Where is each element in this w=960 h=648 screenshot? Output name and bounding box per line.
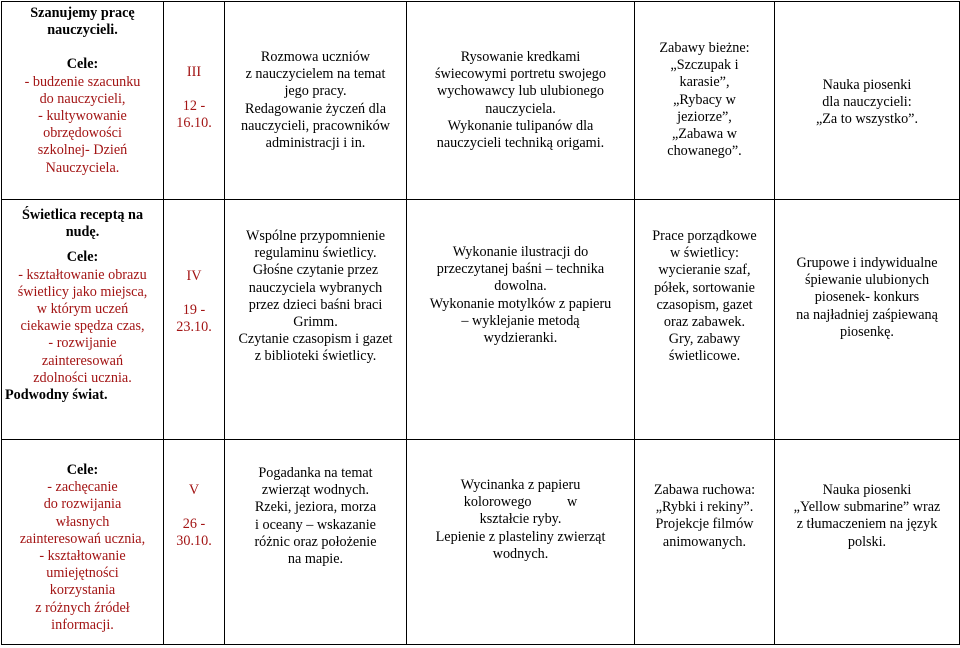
activity-line: w świetlicy:	[670, 245, 739, 262]
activity-line: „Rybacy w	[673, 91, 736, 108]
activity-line: wychowawcy lub ulubionego	[436, 83, 605, 100]
activity-line: na najładniej zaśpiewaną	[796, 306, 938, 323]
art-activities-cell	[407, 2, 635, 200]
goal-line: zainteresowań ucznia,	[19, 530, 146, 547]
activity-line: polski.	[847, 533, 887, 550]
activity-line: Pogadanka na temat	[258, 465, 373, 481]
goal-line: - zachęcanie	[47, 479, 118, 496]
activity-line: półek, sortowanie	[654, 279, 755, 296]
goal-line: do nauczycieli,	[39, 90, 126, 107]
week-dates: 12 -	[182, 98, 206, 115]
week-cell	[164, 440, 225, 645]
week-number: III	[186, 64, 202, 80]
table-row-week-5	[2, 440, 960, 645]
activity-line: Rzeki, jeziora, morza	[254, 499, 377, 516]
activity-line: z biblioteki świetlicy.	[254, 348, 377, 365]
week-cell	[164, 200, 225, 440]
activity-line: nauczycieli, pracowników	[241, 117, 390, 134]
activity-line: Rozmowa uczniów	[260, 49, 371, 65]
next-topic-title: Podwodny świat.	[5, 387, 108, 404]
topic-title-line: Szanujemy pracę	[30, 5, 135, 21]
activity-line: jego pracy.	[284, 83, 347, 100]
topic-cell	[2, 440, 164, 645]
activity-line: chowanego”.	[667, 143, 742, 160]
music-activities-cell	[775, 200, 960, 440]
activity-line: Czytanie czasopism i gazet	[238, 331, 393, 348]
activity-line: dla nauczycieli:	[822, 94, 912, 111]
activity-line: nauczyciela wybranych	[248, 279, 383, 296]
week-number: IV	[186, 268, 202, 284]
activity-line: Grimm.	[293, 314, 338, 331]
talk-activities-cell	[225, 200, 407, 440]
activity-line: różnic oraz położenie	[254, 533, 377, 550]
activity-line: piosenkę.	[840, 323, 894, 340]
activity-line: nauczycieli techniką origami.	[436, 135, 605, 152]
goal-line: informacji.	[51, 616, 114, 633]
talk-activities-cell	[225, 440, 407, 645]
activity-line: Rysowanie kredkami	[460, 49, 581, 65]
activity-line: animowanych.	[662, 533, 747, 550]
activity-line: z tłumaczeniem na język	[796, 516, 938, 533]
goal-line: w którym uczeń	[36, 301, 129, 318]
activity-line: kształcie ryby.	[479, 511, 562, 528]
activity-line: dowolna.	[494, 278, 547, 295]
goal-line: do rozwijania	[43, 496, 122, 513]
activity-line: Nauka piosenki	[822, 77, 912, 93]
week-cell	[164, 2, 225, 200]
activity-line: świecowymi portretu swojego	[434, 66, 606, 83]
goals-label: Cele:	[66, 249, 99, 266]
games-activities-cell	[635, 200, 775, 440]
talk-activities-cell	[225, 2, 407, 200]
activity-line: Grupowe i indywidualne	[796, 255, 938, 271]
activity-line: wodnych.	[492, 545, 549, 562]
activity-line: piosenek- konkurs	[814, 289, 920, 306]
activity-line: Głośne czytanie przez	[252, 262, 379, 279]
activity-line: „Rybki i rekiny”.	[655, 499, 754, 516]
activity-line: na mapie.	[287, 551, 344, 568]
goal-line: - kształtowanie	[39, 548, 126, 565]
goal-line: zainteresowań	[41, 352, 124, 369]
activity-line: Wspólne przypomnienie	[245, 228, 386, 244]
goal-line: zdolności ucznia.	[33, 369, 132, 386]
goal-line: umiejętności	[46, 565, 119, 582]
activity-line: zwierząt wodnych.	[261, 482, 370, 499]
topic-title-line: nauczycieli.	[47, 22, 118, 39]
goal-line: z różnych źródeł	[35, 599, 130, 616]
week-dates: 30.10.	[176, 533, 212, 550]
goal-line: szkolnej- Dzień	[37, 142, 128, 159]
topic-cell	[2, 200, 164, 440]
activity-line: „Za to wszystko”.	[815, 111, 919, 128]
table-row-week-3	[2, 2, 960, 200]
goal-line: - rozwijanie	[48, 335, 117, 352]
activity-line: przez dzieci baśni braci	[248, 296, 383, 313]
week-dates: 19 -	[182, 302, 206, 319]
activity-line: kolorowego w	[463, 494, 578, 511]
goal-line: - kształtowanie obrazu	[18, 266, 147, 283]
week-dates: 26 -	[182, 516, 206, 533]
activity-line: „Szczupak i	[670, 57, 739, 74]
music-activities-cell	[775, 440, 960, 645]
activity-line: z nauczycielem na temat	[245, 66, 386, 83]
activity-line: wydzieranki.	[483, 330, 558, 347]
goal-line: - budzenie szacunku	[24, 73, 141, 90]
activity-line: „Zabawa w	[672, 126, 737, 143]
activity-line: wycieranie szaf,	[658, 262, 751, 279]
activity-line: Gry, zabawy	[668, 331, 741, 348]
week-number: V	[188, 482, 200, 498]
table-row-week-4	[2, 200, 960, 440]
topic-title-line: nudę.	[65, 224, 100, 241]
activity-line: – wyklejanie metodą	[461, 312, 580, 329]
goals-label: Cele:	[66, 56, 99, 73]
activity-line: Wykonanie ilustracji do	[452, 244, 589, 260]
activity-line: Prace porządkowe	[652, 228, 757, 244]
topic-title-line: Świetlica receptą na	[21, 207, 144, 223]
activity-line: Redagowanie życzeń dla	[244, 100, 387, 117]
activity-line: Lepienie z plasteliny zwierząt	[435, 528, 606, 545]
games-activities-cell	[635, 440, 775, 645]
activity-line: Zabawa ruchowa:	[653, 482, 756, 498]
activity-line: „Yellow submarine” wraz	[793, 499, 941, 516]
goal-line: własnych	[55, 513, 110, 530]
goal-line: ciekawie spędza czas,	[20, 318, 145, 335]
activity-line: i oceany – wskazanie	[255, 516, 376, 533]
art-activities-cell	[407, 200, 635, 440]
activity-line: przeczytanej baśni – technika	[436, 261, 605, 278]
goal-line: Nauczyciela.	[45, 159, 120, 176]
activity-line: regulaminu świetlicy.	[254, 245, 377, 262]
activity-line: Wycinanka z papieru	[460, 477, 581, 493]
activity-line: świetlicowe.	[668, 348, 741, 365]
week-dates: 23.10.	[176, 319, 212, 336]
goal-line: obrzędowości	[43, 125, 122, 142]
goal-line: - kultywowanie	[38, 108, 127, 125]
activity-line: Zabawy bieżne:	[659, 40, 750, 56]
goal-line: świetlicy jako miejsca,	[17, 283, 148, 300]
activity-line: administracji i in.	[265, 135, 366, 152]
goal-line: korzystania	[49, 582, 116, 599]
activity-line: karasie”,	[679, 74, 730, 91]
activity-line: oraz zabawek.	[663, 314, 746, 331]
activity-line: Nauka piosenki	[822, 482, 912, 498]
music-activities-cell	[775, 2, 960, 200]
activity-line: Wykonanie motylków z papieru	[429, 295, 612, 312]
games-activities-cell	[635, 2, 775, 200]
activity-line: Wykonanie tulipanów dla	[447, 117, 594, 134]
topic-cell	[2, 2, 164, 200]
activity-line: jeziorze”,	[677, 108, 732, 125]
activity-line: Projekcje filmów	[655, 516, 754, 533]
activity-line: nauczyciela.	[485, 100, 556, 117]
activity-line: śpiewanie ulubionych	[804, 272, 930, 289]
activity-line: czasopism, gazet	[656, 296, 753, 313]
week-dates: 16.10.	[176, 115, 212, 132]
weekly-plan-table	[1, 1, 960, 645]
art-activities-cell	[407, 440, 635, 645]
goals-label: Cele:	[66, 462, 99, 478]
